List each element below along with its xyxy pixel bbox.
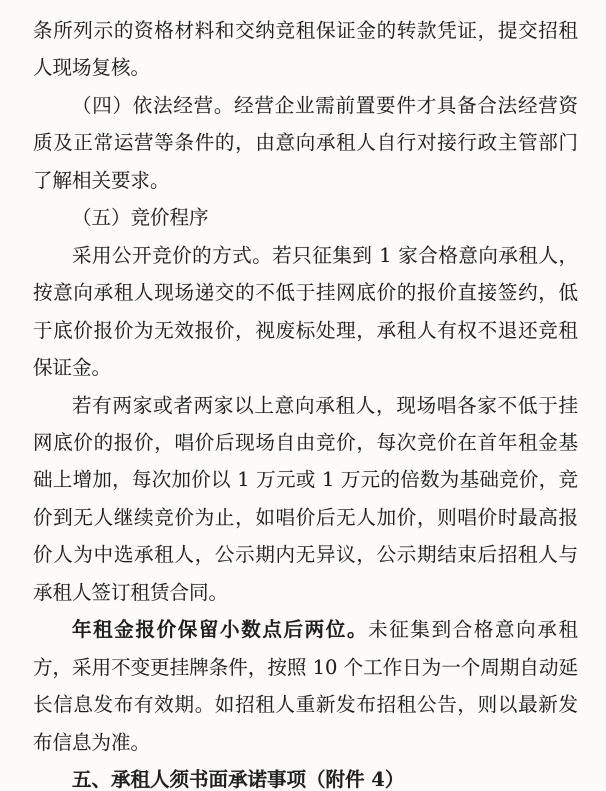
annual-rent-quote-rest: 未征集到合格意向承租方，采用不变更挂牌条件，按照 10 个工作日为一个周期自动延长信息发布有效期。如招租人重新发布招租公告，则以最新发布信息为准。 xyxy=(33,618,578,754)
paragraph-annual-rent-quote xyxy=(33,611,578,761)
paragraph-item5-bidding-procedure-heading: （五）竞价程序 xyxy=(72,206,209,230)
paragraph-item4-lawful-operation: （四）依法经营。经营企业需前置要件才具备合法经营资质及正常运营等条件的，由意向承租人自行对接行政主管部门了解相关要求。 xyxy=(33,93,578,192)
annual-rent-quote-bold-lead: 年租金报价保留小数点后两位。 xyxy=(72,618,369,642)
paragraph-two-or-more-bidders: 若有两家或者两家以上意向承租人，现场唱各家不低于挂网底价的报价，唱价后现场自由竞价，每次竞价在首年租金基础上增加，每次加价以 1 万元或 1 万元的倍数为基础竞价，竞价到无人继续竞价为止，如唱价后无人加价，则唱价时最高报价人为中选承租人，公示期内无异议，公示期结束后招租人与承租人签订租赁合同。 xyxy=(33,393,578,604)
paragraph-section5-written-commitment-heading: 五、承租人须书面承诺事项（附件 4） xyxy=(72,768,405,791)
paragraph-continuation-qualification-materials: 条所列示的资格材料和交纳竞租保证金的转款凭证，提交招租人现场复核。 xyxy=(33,19,578,80)
paragraph-open-bidding-method: 采用公开竞价的方式。若只征集到 1 家合格意向承租人，按意向承租人现场递交的不低于挂网底价的报价直接签约，低于底价报价为无效报价，视废标处理，承租人有权不退还竞租保证金。 xyxy=(33,243,578,380)
